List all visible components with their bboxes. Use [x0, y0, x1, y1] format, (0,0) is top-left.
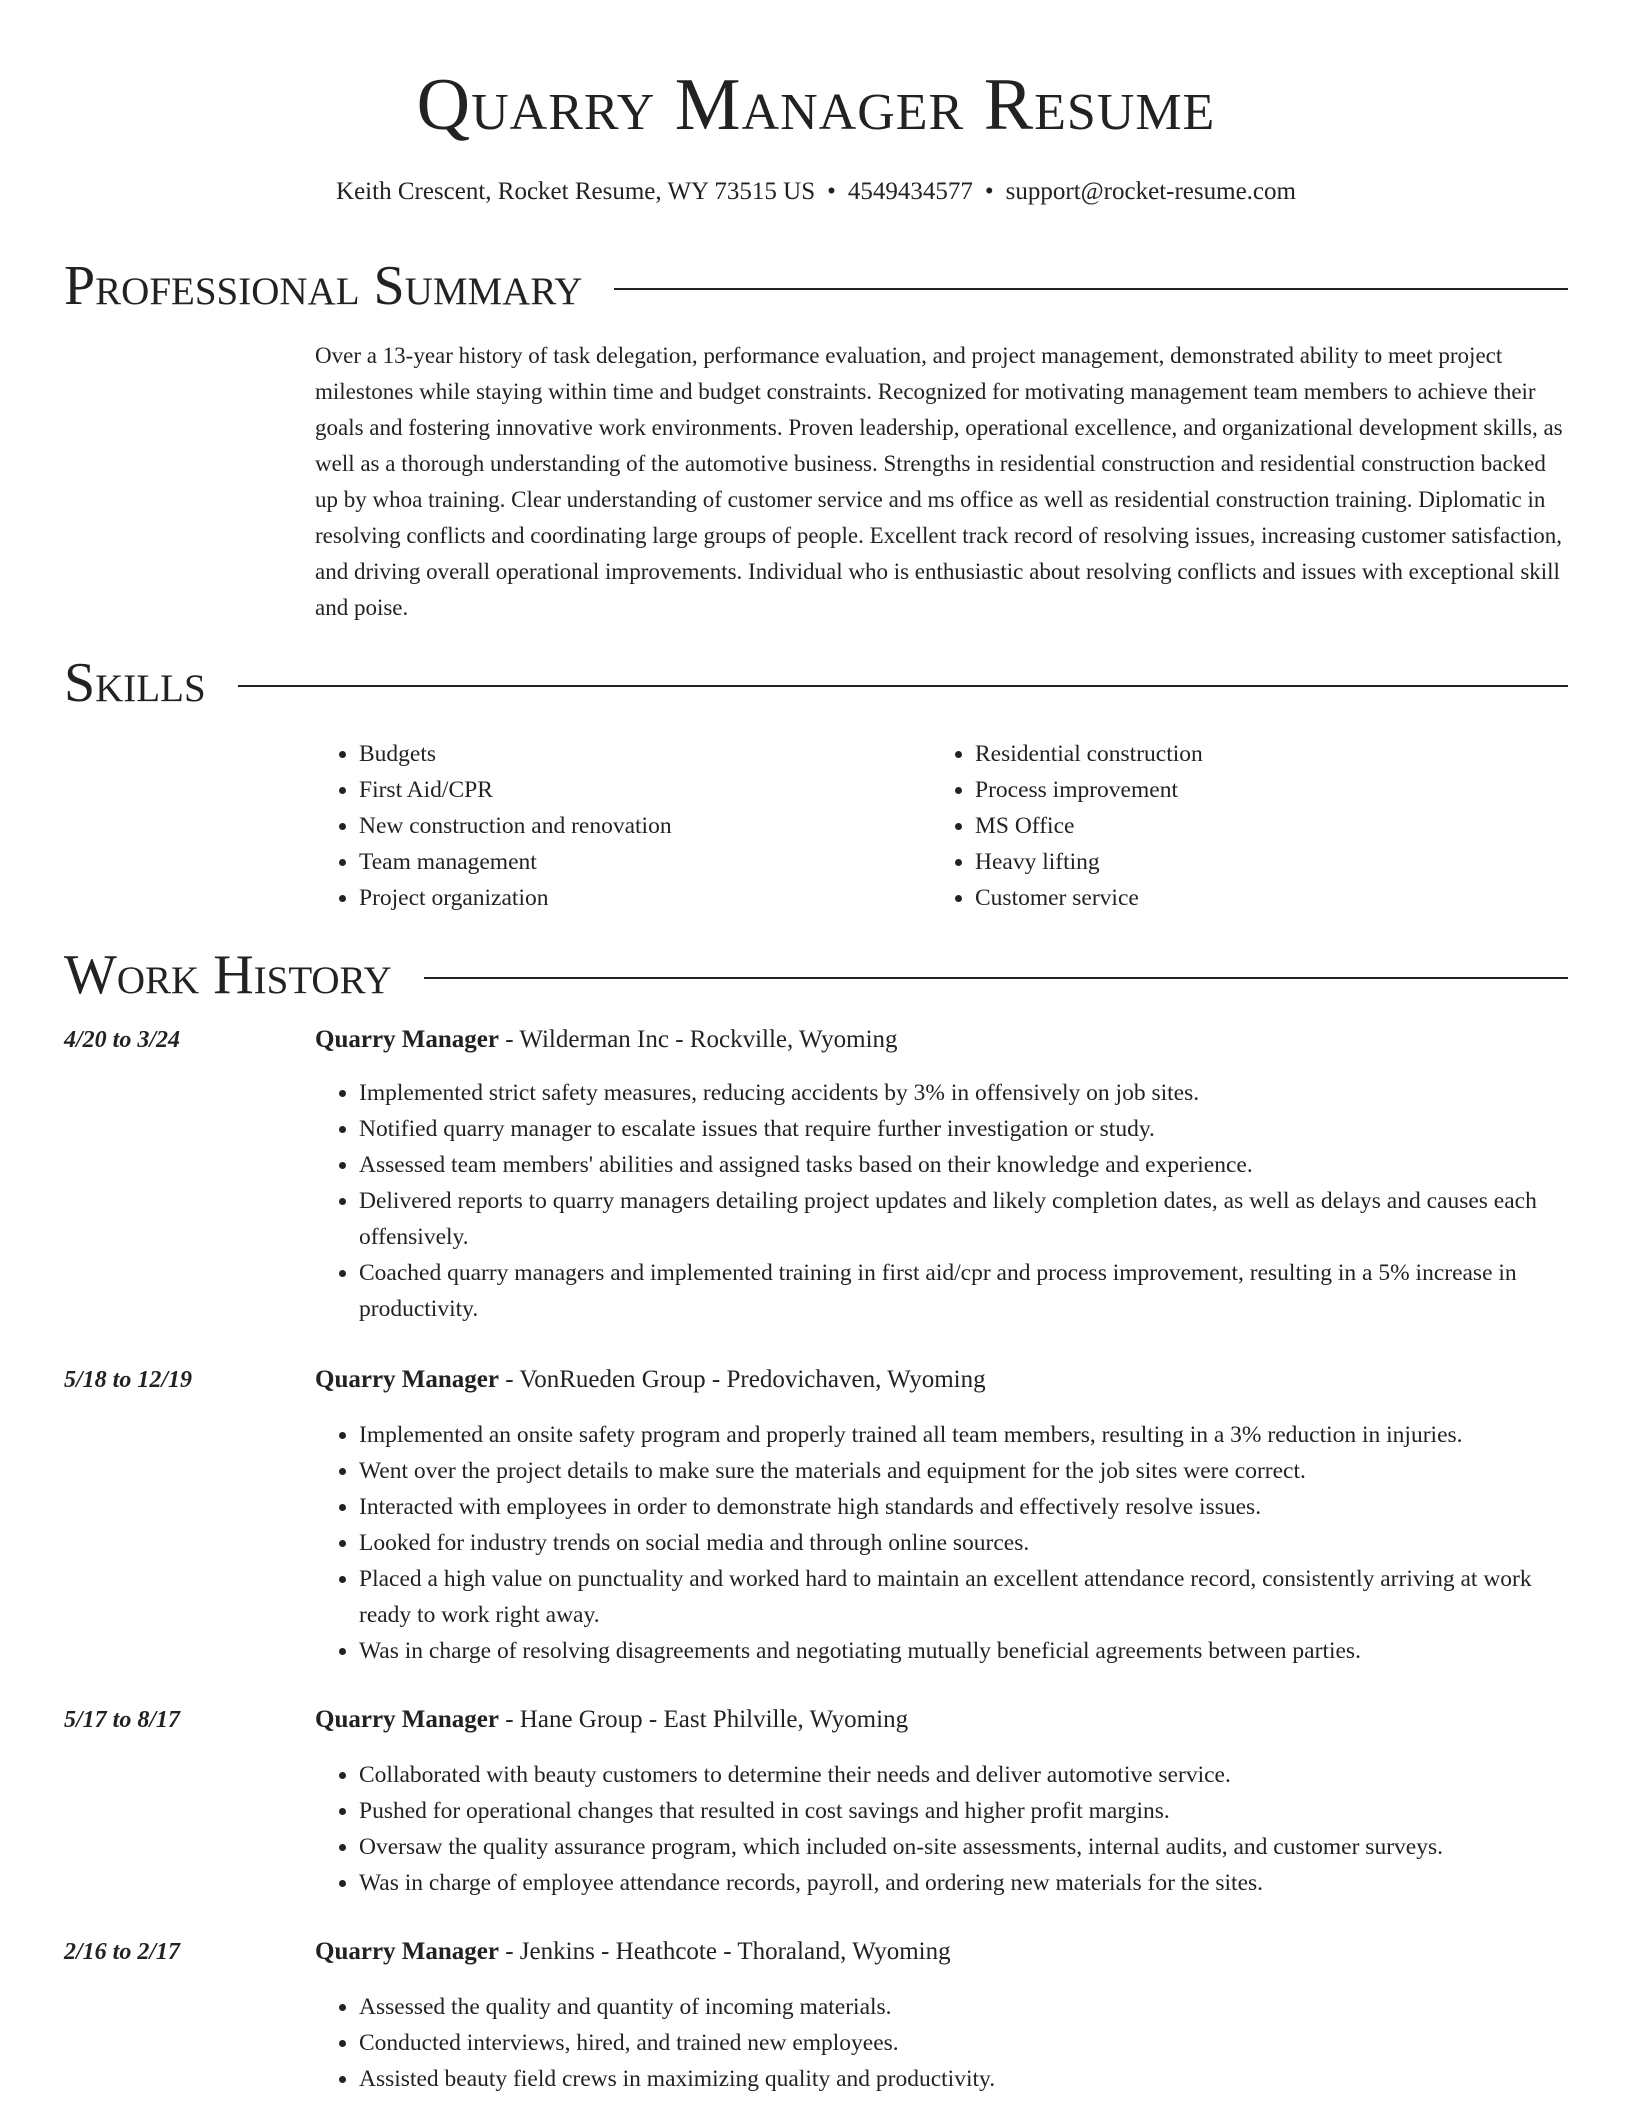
- contact-phone: 4549434577: [847, 178, 973, 205]
- job-bullet: • Notified quarry manager to escalate issues that require further investigation or study.: [359, 1111, 1568, 1147]
- job-title: [315, 1934, 1568, 1970]
- skill-item: • Project organization: [359, 880, 895, 916]
- job-bullet: • Assessed the quality and quantity of incoming materials.: [359, 1989, 1568, 2025]
- skills-column-left: [315, 736, 895, 916]
- contact-address: Keith Crescent, Rocket Resume, WY 73515 US: [336, 178, 816, 205]
- skills-heading: Skills: [64, 652, 206, 714]
- job-bullet: • Went over the project details to make sure the materials and equipment for the job sites were correct.: [359, 1453, 1568, 1489]
- skills-section-header: [64, 651, 1568, 715]
- section-divider: [614, 288, 1568, 290]
- job-bullets: [315, 1989, 1568, 2097]
- job-role: Quarry Manager: [315, 1026, 499, 1053]
- job-company: - Hane Group - East Philville, Wyoming: [498, 1706, 909, 1733]
- contact-line: [0, 176, 1632, 208]
- skills-column-right: [931, 736, 1551, 916]
- job-company: - VonRueden Group - Predovichaven, Wyoming: [498, 1366, 986, 1393]
- job-dates: 4/20 to 3/24: [64, 1027, 181, 1053]
- skill-item: • Team management: [359, 844, 895, 880]
- job-bullet: • Coached quarry managers and implemented training in first aid/cpr and process improvement, resulting in a 5% increase in productivity.: [359, 1255, 1568, 1327]
- job-bullets: [315, 1075, 1568, 1327]
- section-divider: [238, 685, 1568, 687]
- job-title: [315, 1022, 1568, 1058]
- job-bullets: [315, 1417, 1568, 1669]
- work-heading: Work History: [64, 944, 392, 1006]
- job-bullet: • Assessed team members' abilities and assigned tasks based on their knowledge and experience.: [359, 1147, 1568, 1183]
- skill-item: • Residential construction: [975, 736, 1551, 772]
- job-bullet: • Placed a high value on punctuality and worked hard to maintain an excellent attendance record, consistently arriving at work ready to work right away.: [359, 1561, 1568, 1633]
- job-dates: 2/16 to 2/17: [64, 1939, 181, 1965]
- summary-text: Over a 13-year history of task delegation, performance evaluation, and project management, demonstrated ability to meet project milestones while staying within time and budget constraints. Recognized for motivating management team members to achieve their goals and fostering innovative work environments. Proven leadership, operational excellence, and organizational development skills, as well as a thorough understanding of the automotive business. Strengths in residential construction and residential construction backed up by whoa training. Clear understanding of customer service and ms office as well as residential construction training. Diplomatic in resolving conflicts and coordinating large groups of people. Excellent track record of resolving issues, increasing customer satisfaction, and driving overall operational improvements. Individual who is enthusiastic about resolving conflicts and issues with exceptional skill and poise.: [315, 343, 1563, 620]
- job-role: Quarry Manager: [315, 1366, 499, 1393]
- skill-item: • New construction and renovation: [359, 808, 895, 844]
- job-role: Quarry Manager: [315, 1706, 499, 1733]
- skill-item: • MS Office: [975, 808, 1551, 844]
- job-company: - Jenkins - Heathcote - Thoraland, Wyoming: [498, 1938, 951, 1965]
- job-bullet: • Was in charge of employee attendance records, payroll, and ordering new materials for the sites.: [359, 1865, 1568, 1901]
- job-dates: 5/17 to 8/17: [64, 1707, 181, 1733]
- skill-item: • Process improvement: [975, 772, 1551, 808]
- contact-separator: •: [827, 178, 836, 205]
- job-title: [315, 1702, 1568, 1738]
- section-divider: [424, 977, 1568, 979]
- skill-item: • Budgets: [359, 736, 895, 772]
- job-bullet: • Implemented strict safety measures, reducing accidents by 3% in offensively on job sites.: [359, 1075, 1568, 1111]
- job-bullet: • Interacted with employees in order to demonstrate high standards and effectively resolve issues.: [359, 1489, 1568, 1525]
- job-bullet: • Conducted interviews, hired, and trained new employees.: [359, 2025, 1568, 2061]
- skill-item: • Customer service: [975, 880, 1551, 916]
- skill-item: • First Aid/CPR: [359, 772, 895, 808]
- job-company: - Wilderman Inc - Rockville, Wyoming: [498, 1026, 898, 1053]
- summary-section-header: [64, 254, 1568, 318]
- job-title: [315, 1362, 1568, 1398]
- job-bullet: • Was in charge of resolving disagreements and negotiating mutually beneficial agreements between parties.: [359, 1633, 1568, 1669]
- job-bullet: • Delivered reports to quarry managers detailing project updates and likely completion dates, as well as delays and causes each offensively.: [359, 1183, 1568, 1255]
- job-bullet: • Pushed for operational changes that resulted in cost savings and higher profit margins.: [359, 1793, 1568, 1829]
- job-bullet: • Collaborated with beauty customers to determine their needs and deliver automotive service.: [359, 1757, 1568, 1793]
- contact-email: support@rocket-resume.com: [1005, 178, 1296, 205]
- summary-heading: Professional Summary: [64, 255, 583, 317]
- job-bullet: • Implemented an onsite safety program and properly trained all team members, resulting in a 3% reduction in injuries.: [359, 1417, 1568, 1453]
- contact-separator: •: [984, 178, 994, 205]
- skill-item: • Heavy lifting: [975, 844, 1551, 880]
- resume-title: Quarry Manager Resume: [416, 64, 1216, 146]
- job-bullet: • Looked for industry trends on social media and through online sources.: [359, 1525, 1568, 1561]
- job-bullet: • Oversaw the quality assurance program, which included on-site assessments, internal audits, and customer surveys.: [359, 1829, 1568, 1865]
- job-role: Quarry Manager: [315, 1938, 499, 1965]
- job-bullet: • Assisted beauty field crews in maximizing quality and productivity.: [359, 2061, 1568, 2097]
- job-dates: 5/18 to 12/19: [64, 1367, 193, 1393]
- work-section-header: [64, 943, 1568, 1007]
- job-bullets: [315, 1757, 1568, 1901]
